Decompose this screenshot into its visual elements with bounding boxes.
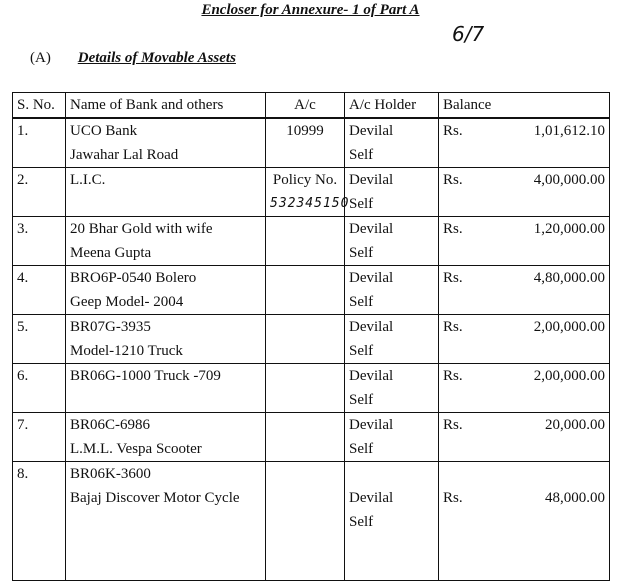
page-title: Encloser for Annexure- 1 of Part A bbox=[201, 2, 420, 18]
cell-name bbox=[66, 266, 266, 315]
cell-ac bbox=[266, 364, 345, 413]
currency-label: Rs. bbox=[443, 490, 463, 506]
cell-sno bbox=[13, 315, 66, 364]
balance-amount: 2,00,000.00 bbox=[533, 368, 605, 384]
cell-balance bbox=[439, 217, 610, 266]
balance-amount: 4,00,000.00 bbox=[533, 172, 605, 188]
movable-assets-table bbox=[12, 92, 610, 581]
cell-ac bbox=[266, 168, 350, 217]
cell-balance bbox=[439, 118, 610, 168]
holder-name: Devilal bbox=[349, 172, 394, 188]
cell-sno bbox=[13, 413, 66, 462]
column-header-balance: Balance bbox=[439, 93, 610, 119]
cell-ac bbox=[266, 462, 345, 581]
name-line-2: Meena Gupta bbox=[70, 245, 152, 261]
name-line-1: BR07G-3935 bbox=[70, 319, 151, 335]
cell-balance bbox=[439, 315, 610, 364]
cell-name bbox=[66, 462, 266, 581]
cell-holder bbox=[345, 413, 439, 462]
sno-text: 3. bbox=[17, 221, 29, 237]
ac-line-1: 10999 bbox=[286, 123, 324, 139]
holder-name: Devilal bbox=[349, 368, 394, 384]
cell-sno bbox=[13, 266, 66, 315]
ac-line-1: Policy No. bbox=[272, 172, 338, 188]
name-line-1: BR06C-6986 bbox=[70, 417, 151, 433]
column-header-holder: A/c Holder bbox=[345, 93, 439, 119]
cell-sno bbox=[13, 217, 66, 266]
handwritten-page-note: 6/7 bbox=[452, 22, 485, 46]
cell-name bbox=[66, 315, 266, 364]
sno-text: 5. bbox=[17, 319, 29, 335]
cell-name bbox=[66, 118, 266, 168]
section-label: (A) bbox=[30, 50, 51, 66]
currency-label: Rs. bbox=[443, 123, 463, 139]
holder-name: Devilal bbox=[349, 490, 394, 506]
column-header-name: Name of Bank and others bbox=[66, 93, 266, 119]
sno-text: 7. bbox=[17, 417, 29, 433]
holder-relation: Self bbox=[349, 147, 374, 163]
holder-name: Devilal bbox=[349, 221, 394, 237]
name-line-2: L.M.L. Vespa Scooter bbox=[70, 441, 202, 457]
name-line-1: BR06K-3600 bbox=[70, 466, 151, 482]
section-heading-row bbox=[30, 50, 236, 67]
cell-ac bbox=[266, 118, 345, 168]
sno-text: 1. bbox=[17, 123, 29, 139]
holder-relation: Self bbox=[349, 343, 374, 359]
cell-ac bbox=[266, 217, 345, 266]
name-line-2: Geep Model- 2004 bbox=[70, 294, 184, 310]
name-line-1: 20 Bhar Gold with wife bbox=[70, 221, 213, 237]
sno-text: 2. bbox=[17, 172, 29, 188]
cell-holder bbox=[345, 217, 439, 266]
column-header-sno: S. No. bbox=[13, 93, 66, 119]
holder-name: Devilal bbox=[349, 270, 394, 286]
balance-amount: 48,000.00 bbox=[545, 490, 605, 506]
holder-relation: Self bbox=[349, 196, 374, 212]
cell-balance bbox=[439, 462, 610, 581]
name-line-2: Model-1210 Truck bbox=[70, 343, 183, 359]
table-row bbox=[13, 217, 610, 266]
balance-amount: 2,00,000.00 bbox=[533, 319, 605, 335]
name-line-1: BR06G-1000 Truck -709 bbox=[70, 368, 221, 384]
name-line-1: BRO6P-0540 Bolero bbox=[70, 270, 197, 286]
currency-label: Rs. bbox=[443, 270, 463, 286]
cell-holder bbox=[345, 315, 439, 364]
sno-text: 6. bbox=[17, 368, 29, 384]
balance-amount: 1,20,000.00 bbox=[533, 221, 605, 237]
currency-label: Rs. bbox=[443, 172, 463, 188]
holder-relation: Self bbox=[349, 392, 374, 408]
currency-label: Rs. bbox=[443, 368, 463, 384]
cell-holder bbox=[345, 168, 439, 217]
section-heading: Details of Movable Assets bbox=[77, 50, 236, 66]
table-row bbox=[13, 168, 610, 217]
table-header-row bbox=[13, 93, 610, 119]
cell-balance bbox=[439, 364, 610, 413]
name-line-1: UCO Bank bbox=[70, 123, 138, 139]
ac-line-2: 532345150 bbox=[270, 196, 350, 211]
holder-relation: Self bbox=[349, 514, 374, 530]
holder-name: Devilal bbox=[349, 319, 394, 335]
cell-balance bbox=[439, 413, 610, 462]
balance-amount: 4,80,000.00 bbox=[533, 270, 605, 286]
holder-relation: Self bbox=[349, 245, 374, 261]
holder-relation: Self bbox=[349, 441, 374, 457]
cell-name bbox=[66, 413, 266, 462]
cell-ac bbox=[266, 413, 345, 462]
name-line-2: Bajaj Discover Motor Cycle bbox=[70, 490, 240, 506]
name-line-2: Jawahar Lal Road bbox=[70, 147, 179, 163]
cell-holder bbox=[345, 266, 439, 315]
table-row bbox=[13, 315, 610, 364]
column-header-ac: A/c bbox=[266, 93, 345, 119]
currency-label: Rs. bbox=[443, 319, 463, 335]
currency-label: Rs. bbox=[443, 221, 463, 237]
table-row bbox=[13, 462, 610, 581]
cell-name bbox=[66, 217, 266, 266]
cell-balance bbox=[439, 168, 610, 217]
balance-amount: 1,01,612.10 bbox=[533, 123, 605, 139]
cell-sno bbox=[13, 168, 66, 217]
cell-holder bbox=[345, 462, 439, 581]
name-line-1: L.I.C. bbox=[70, 172, 106, 188]
cell-ac bbox=[266, 266, 345, 315]
table-row bbox=[13, 413, 610, 462]
holder-name: Devilal bbox=[349, 123, 394, 139]
cell-sno bbox=[13, 364, 66, 413]
cell-ac bbox=[266, 315, 345, 364]
cell-sno bbox=[13, 462, 66, 581]
cell-name bbox=[66, 168, 266, 217]
table-row bbox=[13, 364, 610, 413]
cell-holder bbox=[345, 364, 439, 413]
sno-text: 8. bbox=[17, 466, 29, 482]
holder-relation: Self bbox=[349, 294, 374, 310]
cell-sno bbox=[13, 118, 66, 168]
cell-holder bbox=[345, 118, 439, 168]
sno-text: 4. bbox=[17, 270, 29, 286]
table-row bbox=[13, 266, 610, 315]
cell-balance bbox=[439, 266, 610, 315]
cell-name bbox=[66, 364, 266, 413]
table-row bbox=[13, 118, 610, 168]
currency-label: Rs. bbox=[443, 417, 463, 433]
holder-name: Devilal bbox=[349, 417, 394, 433]
balance-amount: 20,000.00 bbox=[545, 417, 605, 433]
